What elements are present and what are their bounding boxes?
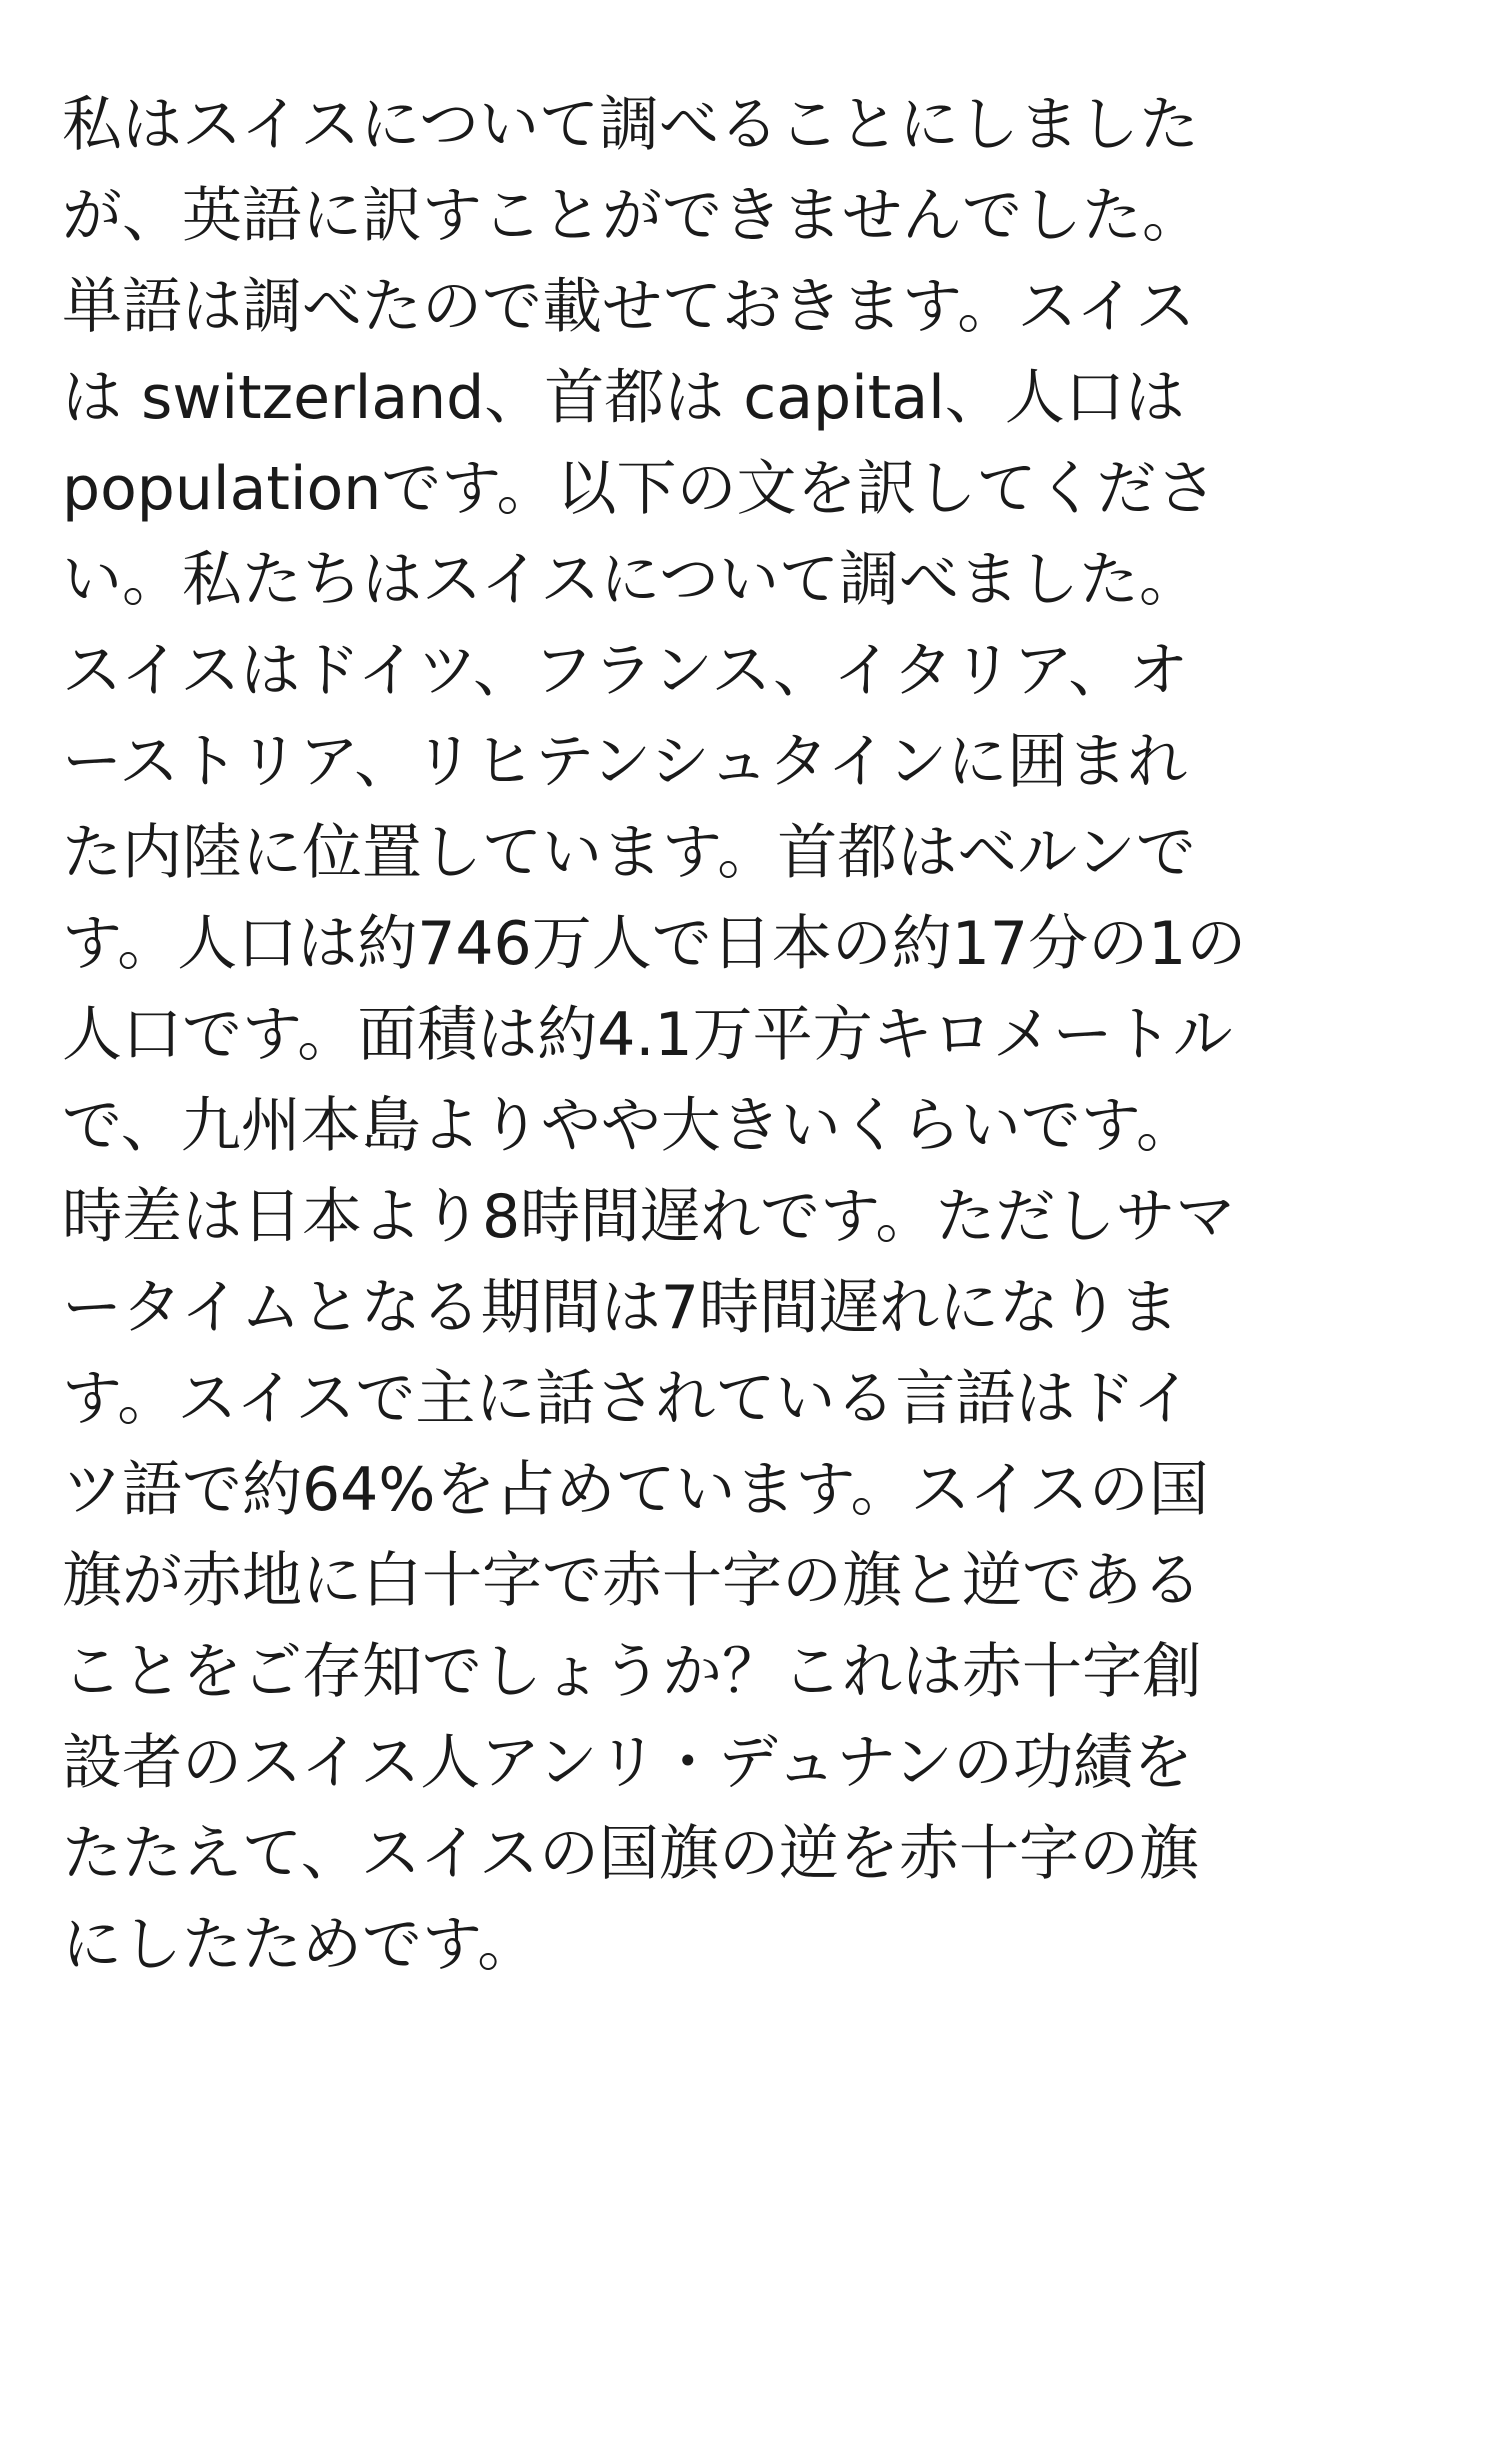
text-line: は switzerland、首都は capital、人口は bbox=[62, 363, 1185, 433]
text-line: 時差は日本より8時間遅れです。ただしサマ bbox=[62, 1182, 1236, 1252]
text-line: 単語は調べたので載せておきます。スイス bbox=[62, 272, 1196, 342]
text-line: が、英語に訳すことができませんでした。 bbox=[62, 181, 1202, 251]
text-line: にしたためです。 bbox=[62, 1910, 538, 1980]
text-line: 人口です。面積は約4.1万平方キロメートル bbox=[62, 1000, 1233, 1070]
text-line: たたえて、スイスの国旗の逆を赤十字の旗 bbox=[62, 1819, 1199, 1889]
text-line: populationです。以下の文を訳してくださ bbox=[62, 454, 1217, 524]
text-line: スイスはドイツ、フランス、イタリア、オ bbox=[62, 636, 1189, 706]
text-line: す。スイスで主に話されている言語はドイ bbox=[62, 1364, 1193, 1434]
text-line: 設者のスイス人アンリ・デュナンの功績を bbox=[62, 1728, 1193, 1798]
text-line: 旗が赤地に白十字で赤十字の旗と逆である bbox=[62, 1546, 1202, 1616]
text-line: ことをご存知でしょうか？これは赤十字創 bbox=[62, 1637, 1202, 1707]
text-line: で、九州本島よりやや大きいくらいです。 bbox=[62, 1091, 1196, 1161]
text-line: ータイムとなる期間は7時間遅れになりま bbox=[62, 1273, 1179, 1343]
text-line: い。私たちはスイスについて調べました。 bbox=[62, 545, 1199, 615]
text-line: ーストリア、リヒテンシュタインに囲まれ bbox=[62, 727, 1188, 797]
body-text bbox=[62, 80, 1462, 1991]
text-line: 私はスイスについて調べることにしました bbox=[62, 90, 1199, 160]
text-line: た内陸に位置しています。首都はベルンで bbox=[62, 818, 1196, 888]
text-line: ツ語で約64%を占めています。スイスの国 bbox=[62, 1455, 1209, 1525]
text-line: す。人口は約746万人で日本の約17分の1の bbox=[62, 909, 1247, 979]
